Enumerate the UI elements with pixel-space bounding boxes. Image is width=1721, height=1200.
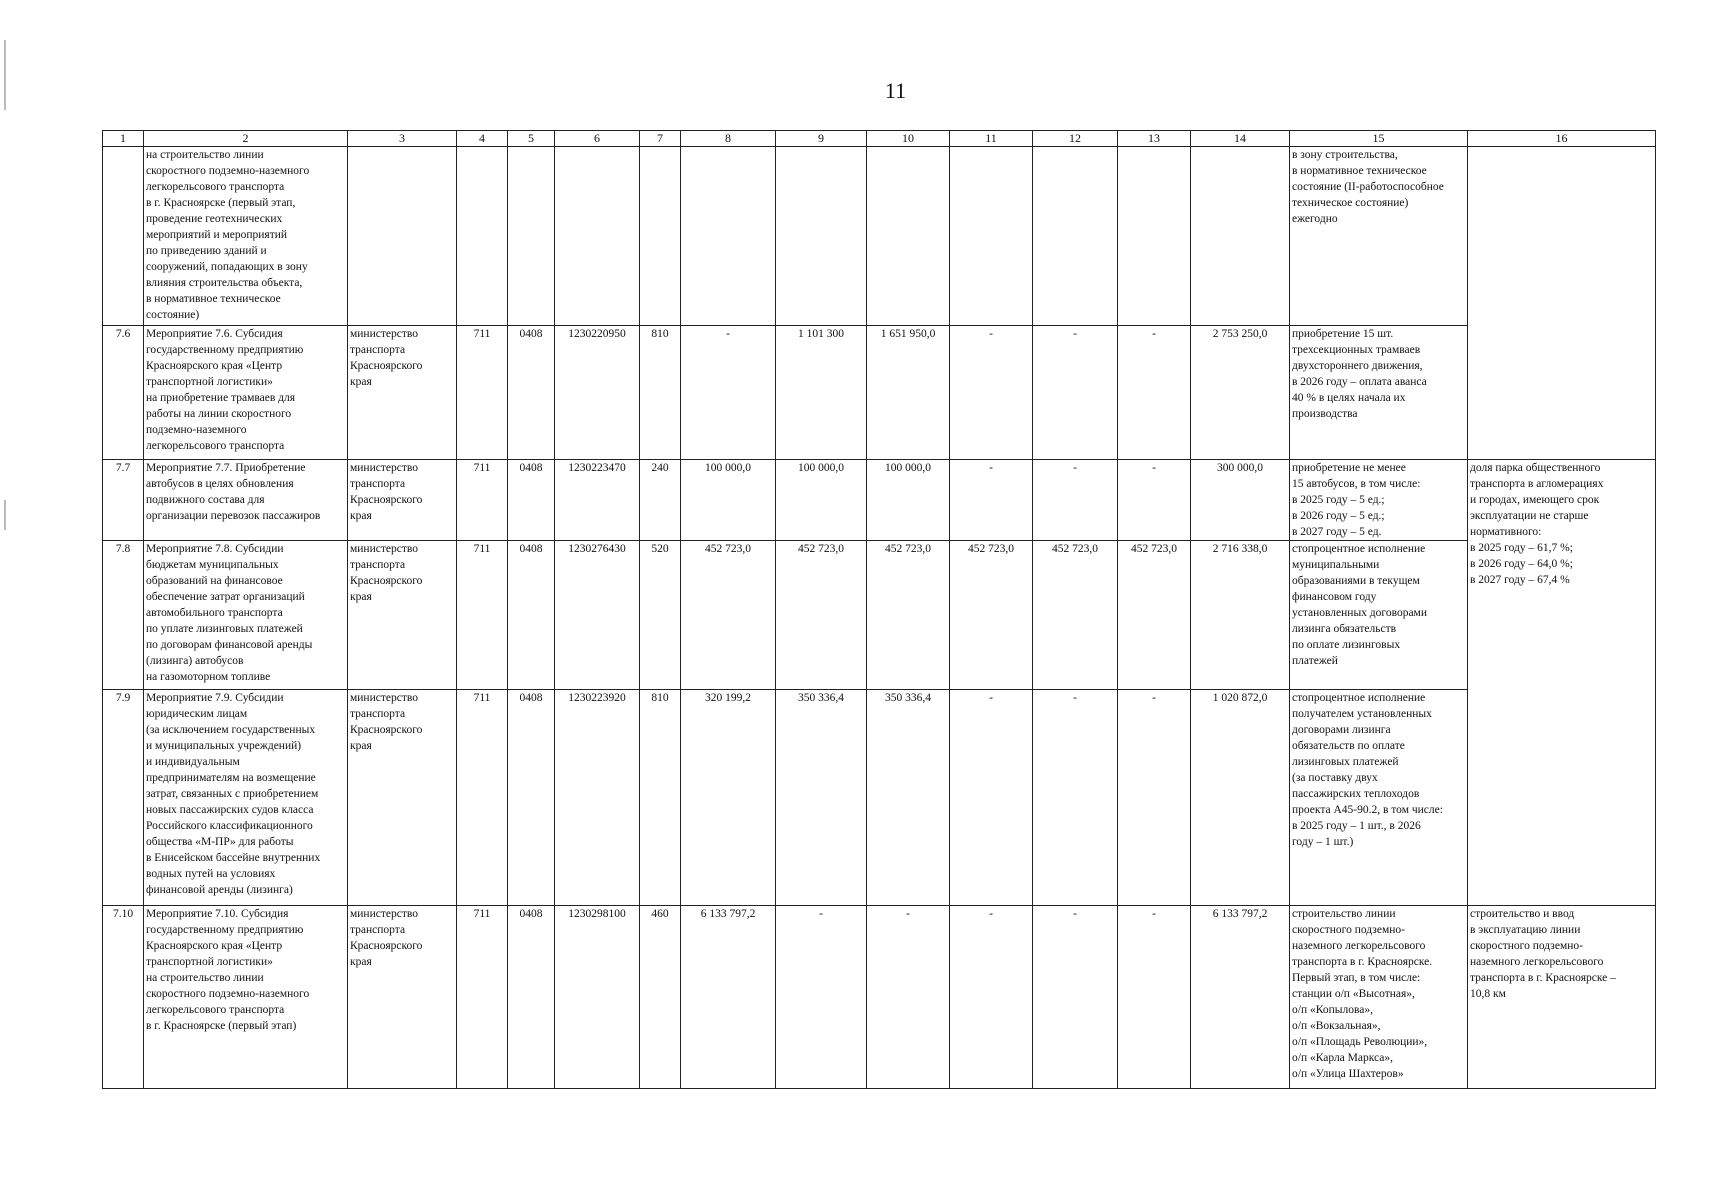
amount-c12: 452 723,0 xyxy=(1033,541,1118,690)
amount-2026: 100 000,0 xyxy=(776,460,867,541)
col-header: 2 xyxy=(144,131,348,147)
amount-2027: 1 651 950,0 xyxy=(867,326,950,460)
amount-c13: - xyxy=(1118,460,1191,541)
col-header: 14 xyxy=(1191,131,1290,147)
gr-code: 711 xyxy=(457,690,508,906)
amount-2027 xyxy=(867,147,950,326)
target-article: 1230298100 xyxy=(555,906,640,1089)
gr-code xyxy=(457,147,508,326)
amount-c13: - xyxy=(1118,690,1191,906)
amount-2026: 350 336,4 xyxy=(776,690,867,906)
target-indicator: строительство и ввод в эксплуатацию линии скоростного подземно- наземного легкорельсового транспорта в г. Красноярске – 10,8 км xyxy=(1468,906,1656,1089)
row-number: 7.6 xyxy=(103,326,144,460)
row-number: 7.9 xyxy=(103,690,144,906)
col-header: 9 xyxy=(776,131,867,147)
target-indicator: доля парка общественного транспорта в агломерациях и городах, имеющего срок эксплуатации не старше нормативного: в 2025 году – 61,7 %; в 2026 году – 64,0 %; в 2027 году – 67,4 % xyxy=(1468,460,1656,906)
amount-c11: - xyxy=(950,906,1033,1089)
col-header: 1 xyxy=(103,131,144,147)
amount-c12: - xyxy=(1033,906,1118,1089)
table-row xyxy=(103,460,1656,541)
amount-c11: - xyxy=(950,326,1033,460)
table-row xyxy=(103,147,1656,326)
executor: министерство транспорта Красноярского края xyxy=(348,541,457,690)
amount-c13 xyxy=(1118,147,1191,326)
amount-c12: - xyxy=(1033,460,1118,541)
expected-result: приобретение не менее 15 автобусов, в том числе: в 2025 году – 5 ед.; в 2026 году – 5 ед.; в 2027 году – 5 ед. xyxy=(1290,460,1468,541)
gr-code: 711 xyxy=(457,906,508,1089)
section-code: 0408 xyxy=(508,690,555,906)
amount-2025: 6 133 797,2 xyxy=(681,906,776,1089)
expected-result: стопроцентное исполнение получателем установленных договорами лизинга обязательств по оплате лизинговых платежей (за поставку двух пассажирских теплоходов проекта А45-90.2, в том числе: в 2025 году – 1 шт., в 2026 году – 1 шт.) xyxy=(1290,690,1468,906)
col-header: 16 xyxy=(1468,131,1656,147)
executor: министерство транспорта Красноярского края xyxy=(348,326,457,460)
amount-2025: - xyxy=(681,326,776,460)
amount-total: 6 133 797,2 xyxy=(1191,906,1290,1089)
col-header: 6 xyxy=(555,131,640,147)
executor: министерство транспорта Красноярского края xyxy=(348,690,457,906)
expected-result: приобретение 15 шт. трехсекционных трамваев двухстороннего движения, в 2026 году – оплата аванса 40 % в целях начала их производства xyxy=(1290,326,1468,460)
amount-2025 xyxy=(681,147,776,326)
expense-type: 240 xyxy=(640,460,681,541)
amount-2025: 100 000,0 xyxy=(681,460,776,541)
amount-c11: - xyxy=(950,460,1033,541)
section-code xyxy=(508,147,555,326)
col-header: 5 xyxy=(508,131,555,147)
gr-code: 711 xyxy=(457,460,508,541)
section-code: 0408 xyxy=(508,906,555,1089)
indicator-cell-empty xyxy=(1468,147,1656,460)
row-number: 7.8 xyxy=(103,541,144,690)
page-number: 11 xyxy=(884,78,907,103)
amount-c13: - xyxy=(1118,326,1191,460)
expense-type: 520 xyxy=(640,541,681,690)
row-number xyxy=(103,147,144,326)
amount-total: 2 753 250,0 xyxy=(1191,326,1290,460)
expense-type: 460 xyxy=(640,906,681,1089)
expense-type: 810 xyxy=(640,326,681,460)
amount-total: 300 000,0 xyxy=(1191,460,1290,541)
amount-2026: 1 101 300 xyxy=(776,326,867,460)
amount-c11 xyxy=(950,147,1033,326)
col-header: 7 xyxy=(640,131,681,147)
gr-code: 711 xyxy=(457,326,508,460)
amount-2025: 452 723,0 xyxy=(681,541,776,690)
executor: министерство транспорта Красноярского края xyxy=(348,906,457,1089)
amount-c12: - xyxy=(1033,690,1118,906)
gr-code: 711 xyxy=(457,541,508,690)
amount-2025: 320 199,2 xyxy=(681,690,776,906)
measure-name: Мероприятие 7.10. Субсидия государственному предприятию Красноярского края «Центр транспортной логистики» на строительство линии скоростного подземно-наземного легкорельсового транспорта в г. Красноярске (первый этап) xyxy=(144,906,348,1089)
table-row xyxy=(103,690,1656,906)
amount-total: 2 716 338,0 xyxy=(1191,541,1290,690)
amount-c11: 452 723,0 xyxy=(950,541,1033,690)
expected-result: строительство линии скоростного подземно- наземного легкорельсового транспорта в г. Красноярске. Первый этап, в том числе: станции о/п «Высотная», о/п «Копылова», о/п «Вокзальная», о/п «Площадь Революции», о/п «Карла Маркса», о/п «Улица Шахтеров» xyxy=(1290,906,1468,1089)
amount-c13: 452 723,0 xyxy=(1118,541,1191,690)
program-measures-table xyxy=(102,130,1656,1089)
col-header: 15 xyxy=(1290,131,1468,147)
section-code: 0408 xyxy=(508,460,555,541)
amount-total xyxy=(1191,147,1290,326)
amount-2026: - xyxy=(776,906,867,1089)
measure-name: на строительство линии скоростного подземно-наземного легкорельсового транспорта в г. Красноярске (первый этап, проведение геотехнических мероприятий и мероприятий по приведению зданий и сооружений, попадающих в зону влияния строительства объекта, в нормативное техническое состояние) xyxy=(144,147,348,326)
row-number: 7.7 xyxy=(103,460,144,541)
target-article: 1230276430 xyxy=(555,541,640,690)
expense-type: 810 xyxy=(640,690,681,906)
measure-name: Мероприятие 7.7. Приобретение автобусов в целях обновления подвижного состава для организации перевозок пассажиров xyxy=(144,460,348,541)
amount-2027: 100 000,0 xyxy=(867,460,950,541)
col-header: 10 xyxy=(867,131,950,147)
target-article: 1230223470 xyxy=(555,460,640,541)
amount-2027: - xyxy=(867,906,950,1089)
col-header: 3 xyxy=(348,131,457,147)
section-code: 0408 xyxy=(508,326,555,460)
amount-2027: 452 723,0 xyxy=(867,541,950,690)
amount-2026: 452 723,0 xyxy=(776,541,867,690)
col-header: 11 xyxy=(950,131,1033,147)
target-article: 1230220950 xyxy=(555,326,640,460)
amount-c12: - xyxy=(1033,326,1118,460)
target-article: 1230223920 xyxy=(555,690,640,906)
row-number: 7.10 xyxy=(103,906,144,1089)
measure-name: Мероприятие 7.6. Субсидия государственному предприятию Красноярского края «Центр транспортной логистики» на приобретение трамваев для работы на линии скоростного подземно-наземного легкорельсового транспорта xyxy=(144,326,348,460)
expense-type xyxy=(640,147,681,326)
col-header: 13 xyxy=(1118,131,1191,147)
target-article xyxy=(555,147,640,326)
col-header: 12 xyxy=(1033,131,1118,147)
measure-name: Мероприятие 7.8. Субсидии бюджетам муниципальных образований на финансовое обеспечение затрат организаций автомобильного транспорта по уплате лизинговых платежей по договорам финансовой аренды (лизинга) автобусов на газомоторном топливе xyxy=(144,541,348,690)
executor xyxy=(348,147,457,326)
measure-name: Мероприятие 7.9. Субсидии юридическим лицам (за исключением государственных и муниципальных учреждений) и индивидуальным предпринимателям на возмещение затрат, связанных с приобретением новых пассажирских судов класса Российского классификационного общества «М-ПР» для работы в Енисейском бассейне внутренних водных путей на условиях финансовой аренды (лизинга) xyxy=(144,690,348,906)
table-row xyxy=(103,326,1656,460)
scan-edge-mark xyxy=(4,500,6,530)
amount-2027: 350 336,4 xyxy=(867,690,950,906)
expected-result: в зону строительства, в нормативное техническое состояние (II-работоспособное техническое состояние) ежегодно xyxy=(1290,147,1468,326)
amount-c13: - xyxy=(1118,906,1191,1089)
col-header: 4 xyxy=(457,131,508,147)
amount-c11: - xyxy=(950,690,1033,906)
table-row xyxy=(103,906,1656,1089)
table-row xyxy=(103,541,1656,690)
amount-2026 xyxy=(776,147,867,326)
amount-c12 xyxy=(1033,147,1118,326)
amount-total: 1 020 872,0 xyxy=(1191,690,1290,906)
column-number-row xyxy=(103,131,1656,147)
col-header: 8 xyxy=(681,131,776,147)
section-code: 0408 xyxy=(508,541,555,690)
expected-result: стопроцентное исполнение муниципальными образованиями в текущем финансовом году установленных договорами лизинга обязательств по оплате лизинговых платежей xyxy=(1290,541,1468,690)
executor: министерство транспорта Красноярского края xyxy=(348,460,457,541)
